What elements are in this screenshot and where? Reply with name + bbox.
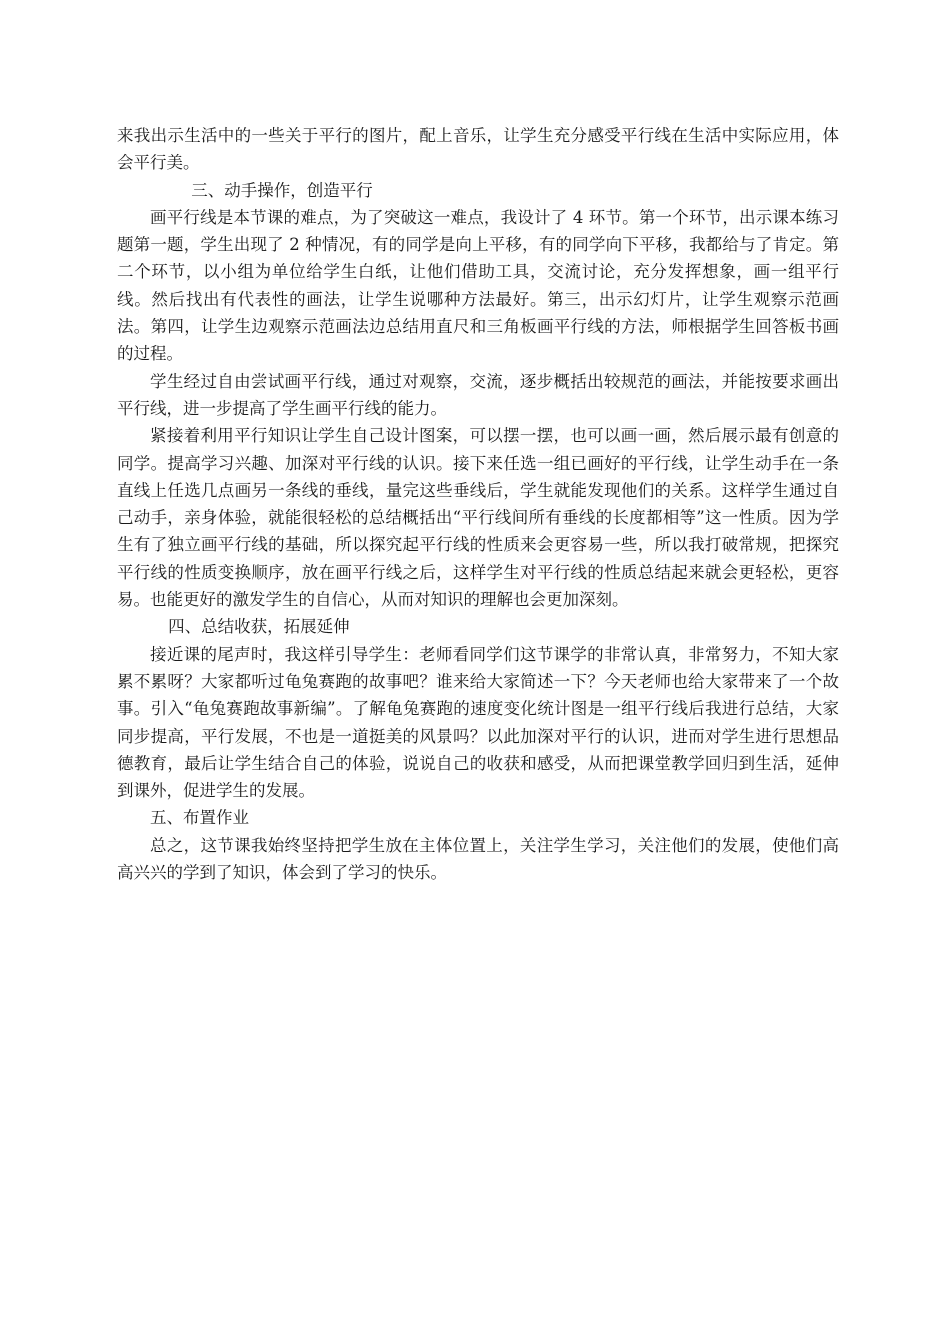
paragraph-conclusion: 总之，这节课我始终坚持把学生放在主体位置上，关注学生学习，关注他们的发展，使他们高高兴兴的学到了知识，体会到了学习的快乐。 xyxy=(117,835,839,883)
paragraph-continuation: 来我出示生活中的一些关于平行的图片，配上音乐，让学生充分感受平行线在生活中实际应用，体会平行美。 xyxy=(117,126,839,173)
paragraph-design-patterns: 紧接着利用平行知识让学生自己设计图案，可以摆一摆，也可以画一画，然后展示最有创意的同学。提高学习兴趣、加深对平行线的认识。接下来任选一组已画好的平行线，让学生动手在一条直线上任选几点画另一条线的垂线，量完这些垂线后，学生就能发现他们的关系。这样学生通过自己动手，亲身体验，就能很轻松的总结概括出“平行线间所有垂线的长度都相等”这一性质。因为学生有了独立画平行线的基础，所以探究起平行线的性质来会更容易一些，所以我打破常规，把探究平行线的性质变换顺序，放在画平行线之后，这样学生对平行线的性质总结起来就会更轻松，更容易。也能更好的激发学生的自信心，从而对知识的理解也会更加深刻。 xyxy=(117,426,839,610)
paragraph-student-practice: 学生经过自由尝试画平行线，通过对观察，交流，逐步概括出较规范的画法，并能按要求画出平行线，进一步提高了学生画平行线的能力。 xyxy=(117,371,839,418)
section-heading-5: 五、布置作业 xyxy=(150,808,249,828)
paragraph-drawing-parallel-lines: 画平行线是本节课的难点，为了突破这一难点，我设计了 4 环节。第一个环节，出示课本练习题第一题，学生出现了 2 种情况，有的同学是向上平移，有的同学向下平移，我都给与了肯定。第二个环节，以小组为单位给学生白纸，让他们借助工具，交流讨论，充分发挥想象，画一组平行线。然后找出有代表性的画法，让学生说哪种方法最好。第三，出示幻灯片，让学生观察示范画法。第四，让学生边观察示范画法边总结用直尺和三角板画平行线的方法，师根据学生回答板书画的过程。 xyxy=(117,207,839,364)
section-heading-4: 四、总结收获，拓展延伸 xyxy=(168,617,350,637)
section-heading-3: 三、动手操作，创造平行 xyxy=(191,180,373,200)
document-body xyxy=(117,122,839,886)
paragraph-summary: 接近课的尾声时，我这样引导学生：老师看同学们这节课学的非常认真，非常努力，不知大家累不累呀？大家都听过龟兔赛跑的故事吧？谁来给大家简述一下？今天老师也给大家带来了一个故事。引入“龟兔赛跑故事新编”。了解龟兔赛跑的速度变化统计图是一组平行线后我进行总结，大家同步提高，平行发展，不也是一道挺美的风景吗？以此加深对平行的认识，进而对学生进行思想品德教育，最后让学生结合自己的体验，说说自己的收获和感受，从而把课堂教学回归到生活，延伸到课外，促进学生的发展。 xyxy=(117,644,839,801)
